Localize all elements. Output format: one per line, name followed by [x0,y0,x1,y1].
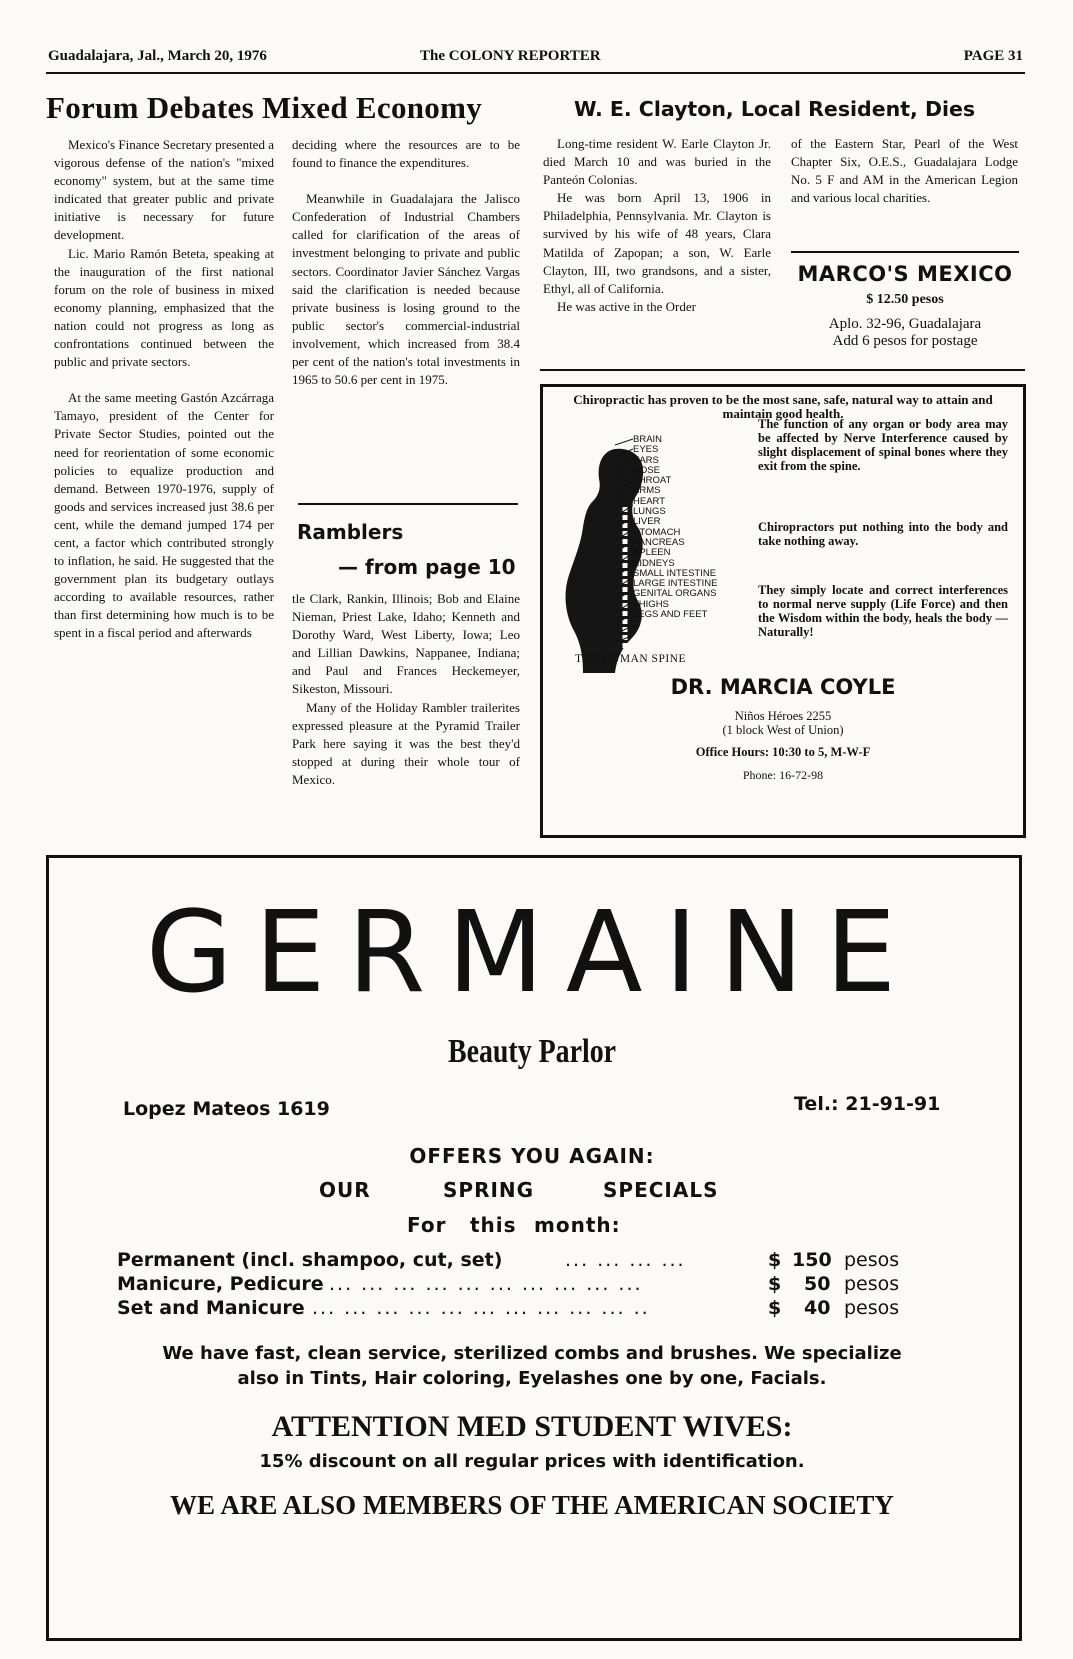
month-for: For [407,1213,447,1237]
spine-label: ARMS [633,485,661,497]
price-item: Permanent (incl. shampoo, cut, set) [117,1249,503,1271]
price-leader: ... ... ... ... ... ... ... ... ... ... [329,1273,643,1295]
spine-label: EYES [633,444,659,456]
month-word: month: [534,1213,621,1237]
price-leader: ... ... ... ... ... ... ... ... ... ... .. [312,1297,650,1319]
spine-label-list [633,435,753,620]
forum-column-2 [292,136,520,389]
obituary-paragraph: Long-time resident W. Earle Clayton Jr. died March 10 and was buried in the Panteón Colonias. [543,136,771,188]
chiro-text-2: Chiropractors put nothing into the body and take nothing away. [758,520,1008,548]
masthead-rule [46,72,1025,74]
masthead [48,48,1023,70]
price-row [117,1273,957,1295]
spine-label: LIVER [633,516,661,528]
spine-label: LARGE INTESTINE [633,578,718,590]
forum-col1-paragraph: Lic. Mario Ramón Beteta, speaking at the inauguration of the first national forum on the role of business in mixed economy planning, emphasized that the nation could not progress as long as confrontations continued between the public and private sectors. [54,245,274,370]
obituary-headline: W. E. Clayton, Local Resident, Dies [574,97,976,121]
forum-col1-paragraph: Mexico's Finance Secretary presented a vigorous defense of the nation's "mixed economy" system, but at the same time indicated that greater public and private initiative is necessary for future development. [54,137,274,243]
obituary-paragraph: of the Eastern Star, Pearl of the West Chapter Six, O.E.S., Guadalajara Lodge No. 5 F and AM in the American Legion and various local charities. [791,136,1018,206]
marco-postage: Add 6 pesos for postage [832,333,978,349]
marco-ad [786,262,1024,350]
price-unit: pesos [844,1273,900,1295]
chiropractic-ad [540,384,1026,838]
germaine-ad [46,855,1022,1641]
price-amount: 150 [792,1249,832,1271]
price-amount: 40 [804,1297,831,1319]
chiro-address-2: (1 block West of Union) [722,723,844,737]
spine-label: HEART [633,495,666,507]
month-this: this [470,1213,517,1237]
spine-label: STOMACH [633,526,681,538]
marco-price: $ 12.50 pesos [866,292,944,307]
forum-col1-paragraph: At the same meeting Gastón Azcárraga Tamayo, president of the Center for Private Sector Studies, pointed out the need for reorientation of some economic policies to equalize production and demand. Between 1970-1976, supply of goods and services increased just 38.6 per cent, while the demand jumped 174 per cent, a factor which contributed strongly to inflation, he said. He suggested that the government plan its budgetary outlays according to available resources, rather than first determining how much is to be spent in a fiscal period and afterwards [54,390,274,641]
germaine-phone: Tel.: 21-91-91 [794,1093,941,1115]
price-item: Manicure, Pedicure [117,1273,324,1295]
service-line-2: also in Tints, Hair coloring, Eyelashes one by one, Facials. [237,1368,827,1389]
members-line: WE ARE ALSO MEMBERS OF THE AMERICAN SOCIETY [170,1490,894,1520]
service-line-1: We have fast, clean service, sterilized combs and brushes. We specialize [162,1343,902,1364]
marco-address: Aplo. 32-96, Guadalajara [828,316,982,332]
chiro-office-hours: Office Hours: 10:30 to 5, M-W-F [695,745,871,759]
marco-top-rule [791,251,1019,253]
ramblers-top-rule [298,503,518,505]
price-item: Set and Manicure [117,1297,305,1319]
price-unit: pesos [844,1249,900,1271]
attention-heading: ATTENTION MED STUDENT WIVES: [271,1410,793,1443]
masthead-page-number: PAGE 31 [963,48,1023,64]
forum-column-1 [54,136,274,643]
chiro-headline: Chiropractic has proven to be the most sane, safe, natural way to attain and maintain good health. [573,392,993,421]
price-unit: pesos [844,1297,900,1319]
spine-label: THIGHS [633,598,669,610]
spring-our: OUR [319,1178,371,1202]
ramblers-body [292,590,520,789]
masthead-location-date: Guadalajara, Jal., March 20, 1976 [48,48,267,64]
spine-label: SPLEEN [633,547,671,559]
forum-col2-paragraph: Meanwhile in Guadalajara the Jalisco Confederation of Industrial Chambers called for clarification of the areas of investment belonging to private and public sectors. Coordinator Javier Sánchez Vargas said the clarification is needed because private business is losing ground to the public sector's commercial-industrial involvement, which increased from 38.4 per cent of the nation's total investments in 1965 to 50.6 per cent in 1975. [292,191,520,388]
price-leader: ... ... ... ... [565,1249,686,1271]
price-row [117,1297,957,1319]
chiro-phone: Phone: 16-72-98 [742,768,824,782]
price-currency: $ [768,1249,782,1271]
spine-label: SMALL INTESTINE [633,567,717,579]
spine-label: THROAT [633,475,672,487]
this-month-line [407,1213,707,1237]
offers-line [49,1144,1015,1168]
masthead-paper-name: The COLONY REPORTER [420,48,601,64]
germaine-name: GERMAINE [145,888,919,1018]
germaine-address: Lopez Mateos 1619 [123,1098,330,1120]
spine-label: PANCREAS [633,536,685,548]
ramblers-subtitle: — from page 10 [338,555,516,579]
price-row [117,1249,957,1271]
ramblers-paragraph: tle Clark, Rankin, Illinois; Bob and Elaine Nieman, Priest Lake, Idaho; Kenneth and Dorothy Ward, West Liberty, Iowa; Leo and Lillian Dawkins, Nappanee, Indiana; and Paul and Frances Heckemeyer, Sikeston, Missouri. [292,591,520,697]
spine-label: LEGS AND FEET [633,609,708,621]
forum-col2-paragraph: deciding where the resources are to be found to finance the expenditures. [292,137,520,171]
spring-specials-line [319,1178,819,1202]
obituary-paragraph: He was active in the Order [557,298,696,314]
offers-text: OFFERS YOU AGAIN: [409,1144,655,1168]
spine-label: EARS [633,454,659,466]
spine-label: BRAIN [633,434,663,445]
forum-headline: Forum Debates Mixed Economy [46,90,483,125]
ramblers-paragraph: Many of the Holiday Rambler trailerites expressed pleasure at the Pyramid Trailer Park here saying it was the best they'd stopped at during their whole tour of Mexico. [292,699,520,787]
marco-title: MARCO'S MEXICO [797,262,1013,286]
chiro-text-1: The function of any organ or body area may be affected by Nerve Interference caused by slight displacement of spinal bones where they exit from the spine. [758,417,1008,473]
spine-caption: THE HUMAN SPINE [575,653,686,665]
price-amount: 50 [804,1273,831,1295]
spine-leader-lines [615,437,633,647]
spine-label: NOSE [633,464,660,476]
price-currency: $ [768,1297,782,1319]
obituary-column-1 [543,135,771,316]
obit-bottom-rule [540,369,1025,371]
price-currency: $ [768,1273,782,1295]
spine-label: GENITAL ORGANS [633,588,717,600]
spine-label: KIDNEYS [633,557,675,569]
spring-word: SPRING [443,1178,535,1202]
spring-specials: SPECIALS [603,1178,719,1202]
spine-label: LUNGS [633,506,666,518]
ramblers-title: Ramblers [297,520,404,544]
chiro-address-1: Niños Héroes 2255 [734,709,832,723]
obituary-paragraph: He was born April 13, 1906 in Philadelphia, Pennsylvania. Mr. Clayton is survived by his wife of 48 years, Clara Matilda of Zapopan; a son, W. Earle Clayton, III, two grandsons, and a sister, Ethyl, all of California. [543,190,771,296]
discount-line: 15% discount on all regular prices with identification. [259,1451,805,1472]
obituary-column-2 [791,135,1018,207]
chiro-text-3: They simply locate and correct interferences to normal nerve supply (Life Force) and then the Wisdom within the body, heals the body — Naturally! [758,583,1008,639]
germaine-subtitle: Beauty Parlor [447,1033,617,1070]
chiro-doctor-name: DR. MARCIA COYLE [670,675,896,699]
